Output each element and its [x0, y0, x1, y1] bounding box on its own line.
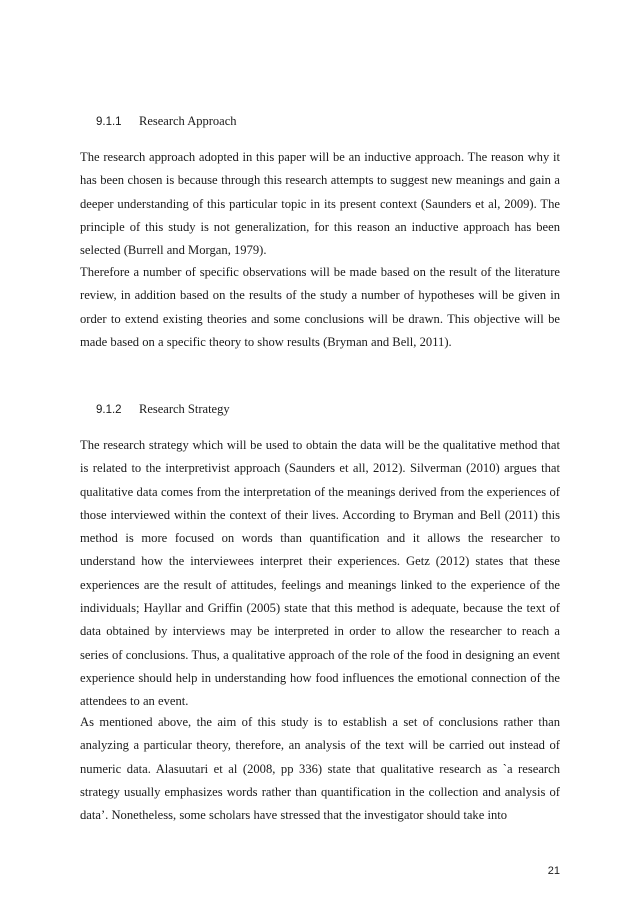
section-heading-research-strategy — [96, 401, 230, 418]
paragraph-research-strategy-2: As mentioned above, the aim of this study is to establish a set of conclusions rather than analyzing a particular theory, therefore, an analysis of the text will be carried out instead of numeric data. Alasuutari et al (2008, pp 336) state that qualitative research as `a research strategy usually emphasizes words rather than quantification in the collection and analysis of data’. Nonetheless, some scholars have stressed that the investigator should take into — [80, 715, 560, 823]
section-heading-research-approach — [96, 113, 237, 130]
section-number: 9.1.2 — [96, 404, 122, 416]
paragraph-research-strategy-1: The research strategy which will be used to obtain the data will be the qualitative method that is related to the interpretivist approach (Saunders et all, 2012). Silverman (2010) argues that qualitative data comes from the interpretation of the meanings derived from the experiences of those interviewed within the context of their lives. According to Bryman and Bell (2011) this method is more focused on words than quantification and it allows the researcher to understand how the interviewees interpret their experiences. Getz (2012) states that these experiences are the result of attitudes, feelings and meanings linked to the experience of the individuals; Hayllar and Griffin (2005) state that this method is adequate, because the text of data obtained by interviews may be interpreted in order to allow the researcher to reach a series of conclusions. Thus, a qualitative approach of the role of the food in designing an event experience should help in understanding how food influences the emotional connection of the attendees to an event. — [80, 438, 560, 709]
paragraph-research-approach-1: The research approach adopted in this paper will be an inductive approach. The reason why it has been chosen is because through this research attempts to suggest new meanings and gain a deeper understanding of this particular topic in its present context (Saunders et al, 2009). The principle of this study is not generalization, for this reason an inductive approach has been selected (Burrell and Morgan, 1979). — [80, 150, 560, 258]
paragraph-research-approach-2: Therefore a number of specific observations will be made based on the result of the literature review, in addition based on the results of the study a number of hypotheses will be given in order to extend existing theories and some conclusions will be drawn. This objective will be made based on a specific theory to show results (Bryman and Bell, 2011). — [80, 265, 560, 349]
section-title: Research Approach — [139, 114, 237, 128]
section-title: Research Strategy — [139, 402, 230, 416]
section-number: 9.1.1 — [96, 116, 122, 128]
page-number: 21 — [547, 865, 560, 877]
